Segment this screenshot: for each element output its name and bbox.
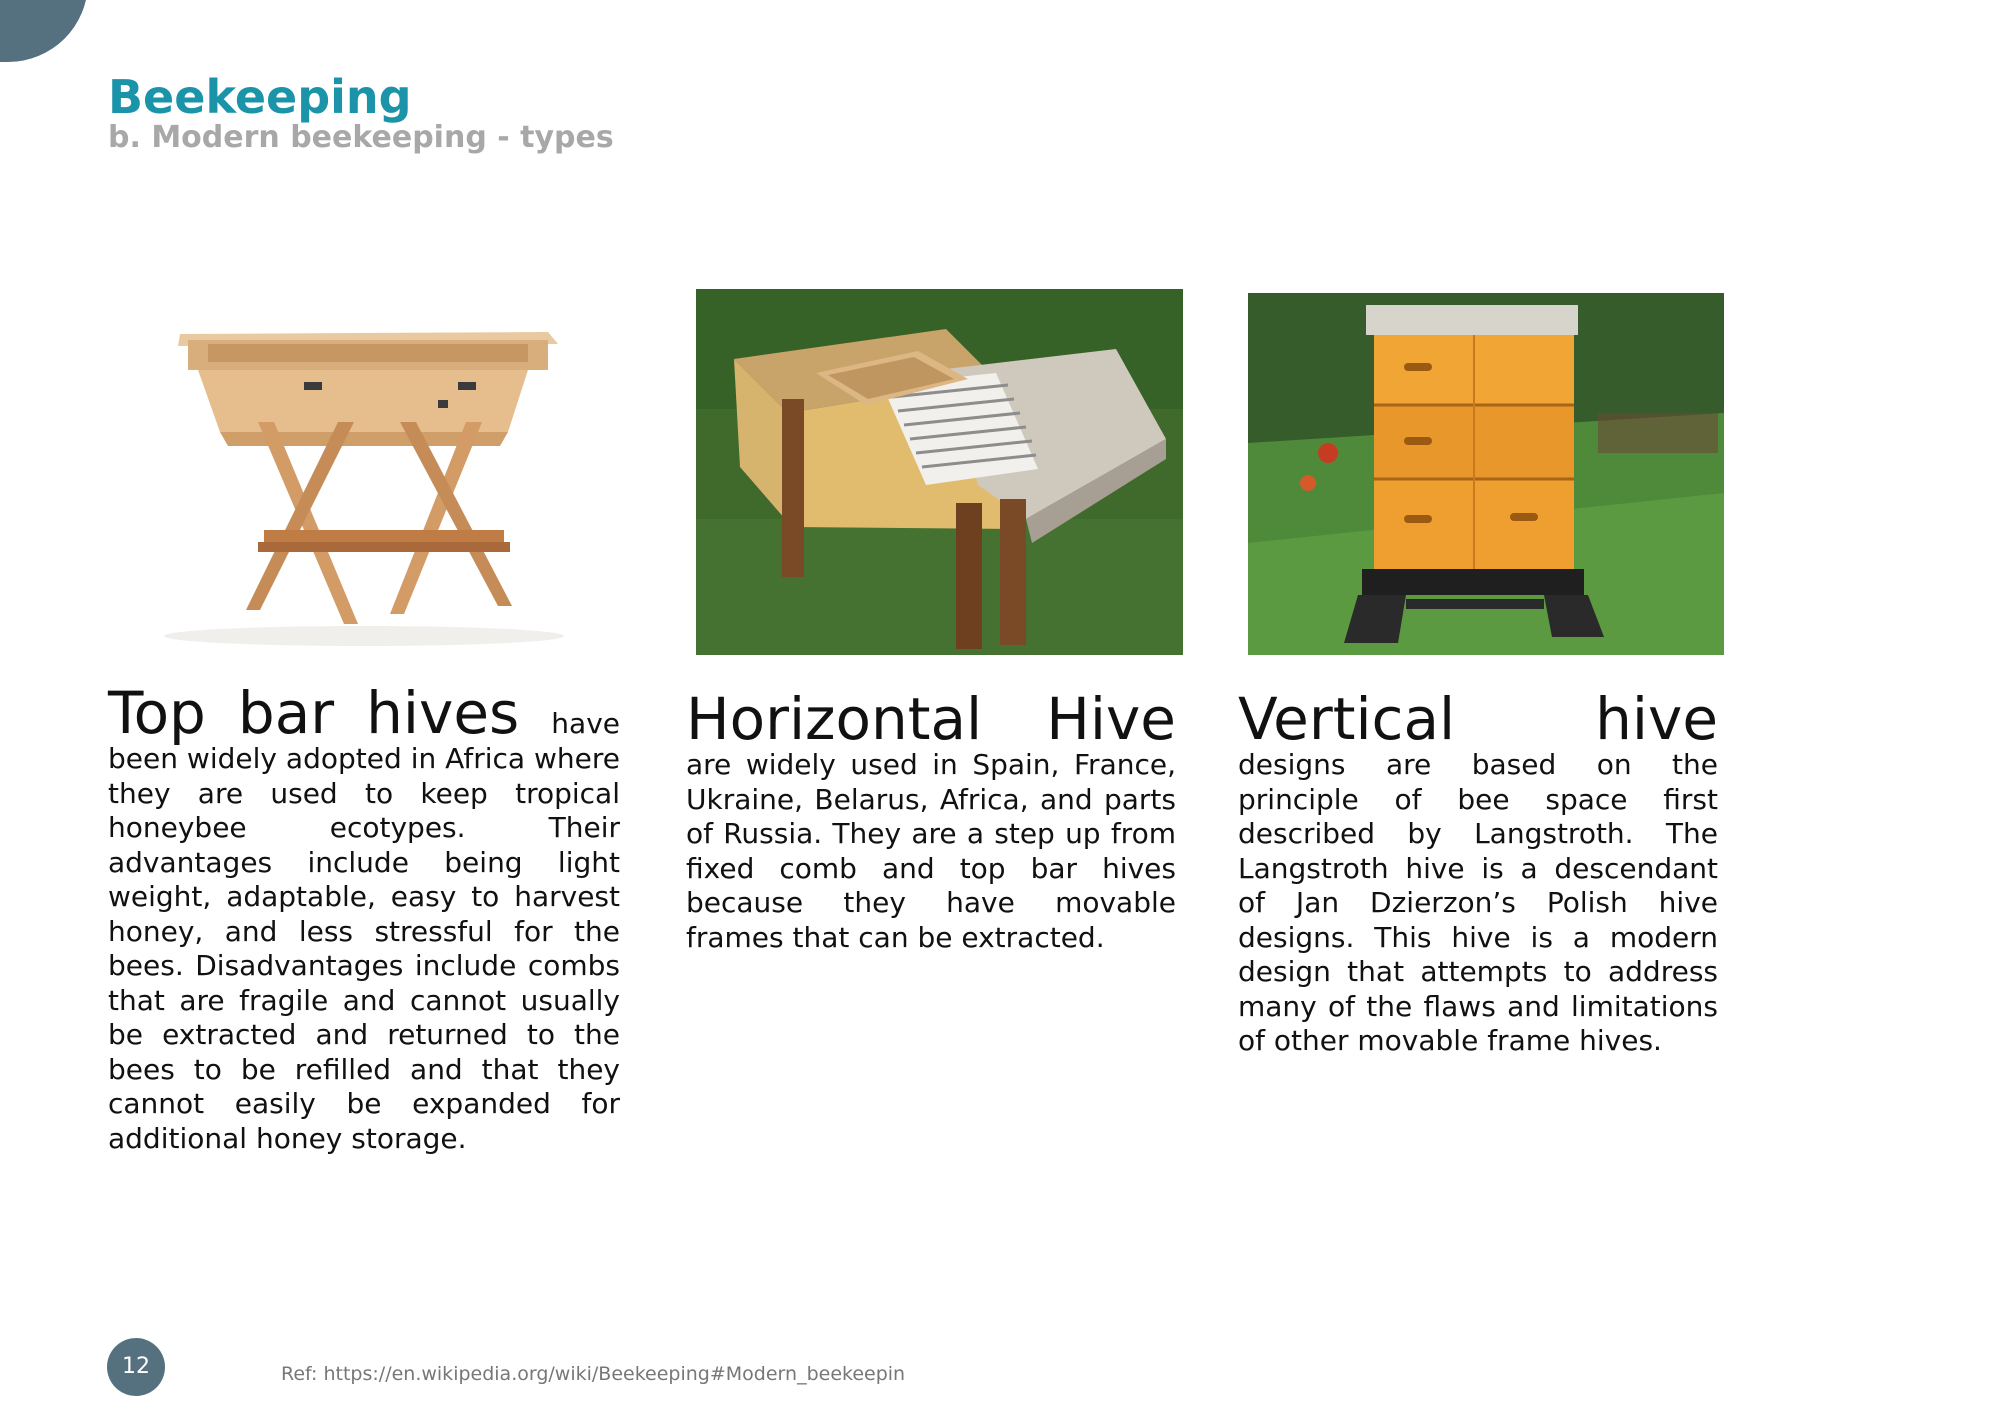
horizontal-hive-column [686,685,1176,955]
page-number: 12 [107,1338,165,1396]
page-subtitle: b. Modern beekeeping - types [108,120,614,155]
horizontal-hive-photo [696,289,1183,655]
top-bar-hive-photo [108,232,624,656]
top-bar-hives-column [108,679,620,1156]
top-bar-hives-heading: Top bar hives [108,679,552,747]
vertical-hive-photo [1248,293,1724,655]
section-number-badge [0,0,88,62]
vertical-hive-heading: Vertical hive [1238,685,1718,753]
vertical-hive-text: designs are based on the principle of bee space first described by Langstroth. The Langstroth hive is a descendant of Jan Dzierzon’s Polish hive designs. This hive is a modern design that attempts to address many of the flaws and limitations of other movable frame hives. [1238,748,1718,1057]
horizontal-hive-heading: Horizontal Hive [686,685,1176,753]
horizontal-hive-text: are widely used in Spain, France, Ukraine, Belarus, Africa, and parts of Russia. They are a step up from fixed comb and top bar hives because they have movable frames that can be extracted. [686,748,1176,954]
reference-link[interactable]: Ref: https://en.wikipedia.org/wiki/Beekeeping#Modern_beekeepin [281,1363,906,1385]
vertical-hive-column [1238,685,1718,1059]
top-bar-hives-text: have been widely adopted in Africa where they are used to keep tropical honeybee ecotypes. Their advantages include being light weight, adaptable, easy to harvest honey, and less stressful for the bees. Disadvantages include combs that are fragile and cannot usually be extracted and returned to the bees to be refilled and that they cannot easily be expanded for additional honey storage. [108,707,620,1155]
page-title: Beekeeping [108,70,412,124]
